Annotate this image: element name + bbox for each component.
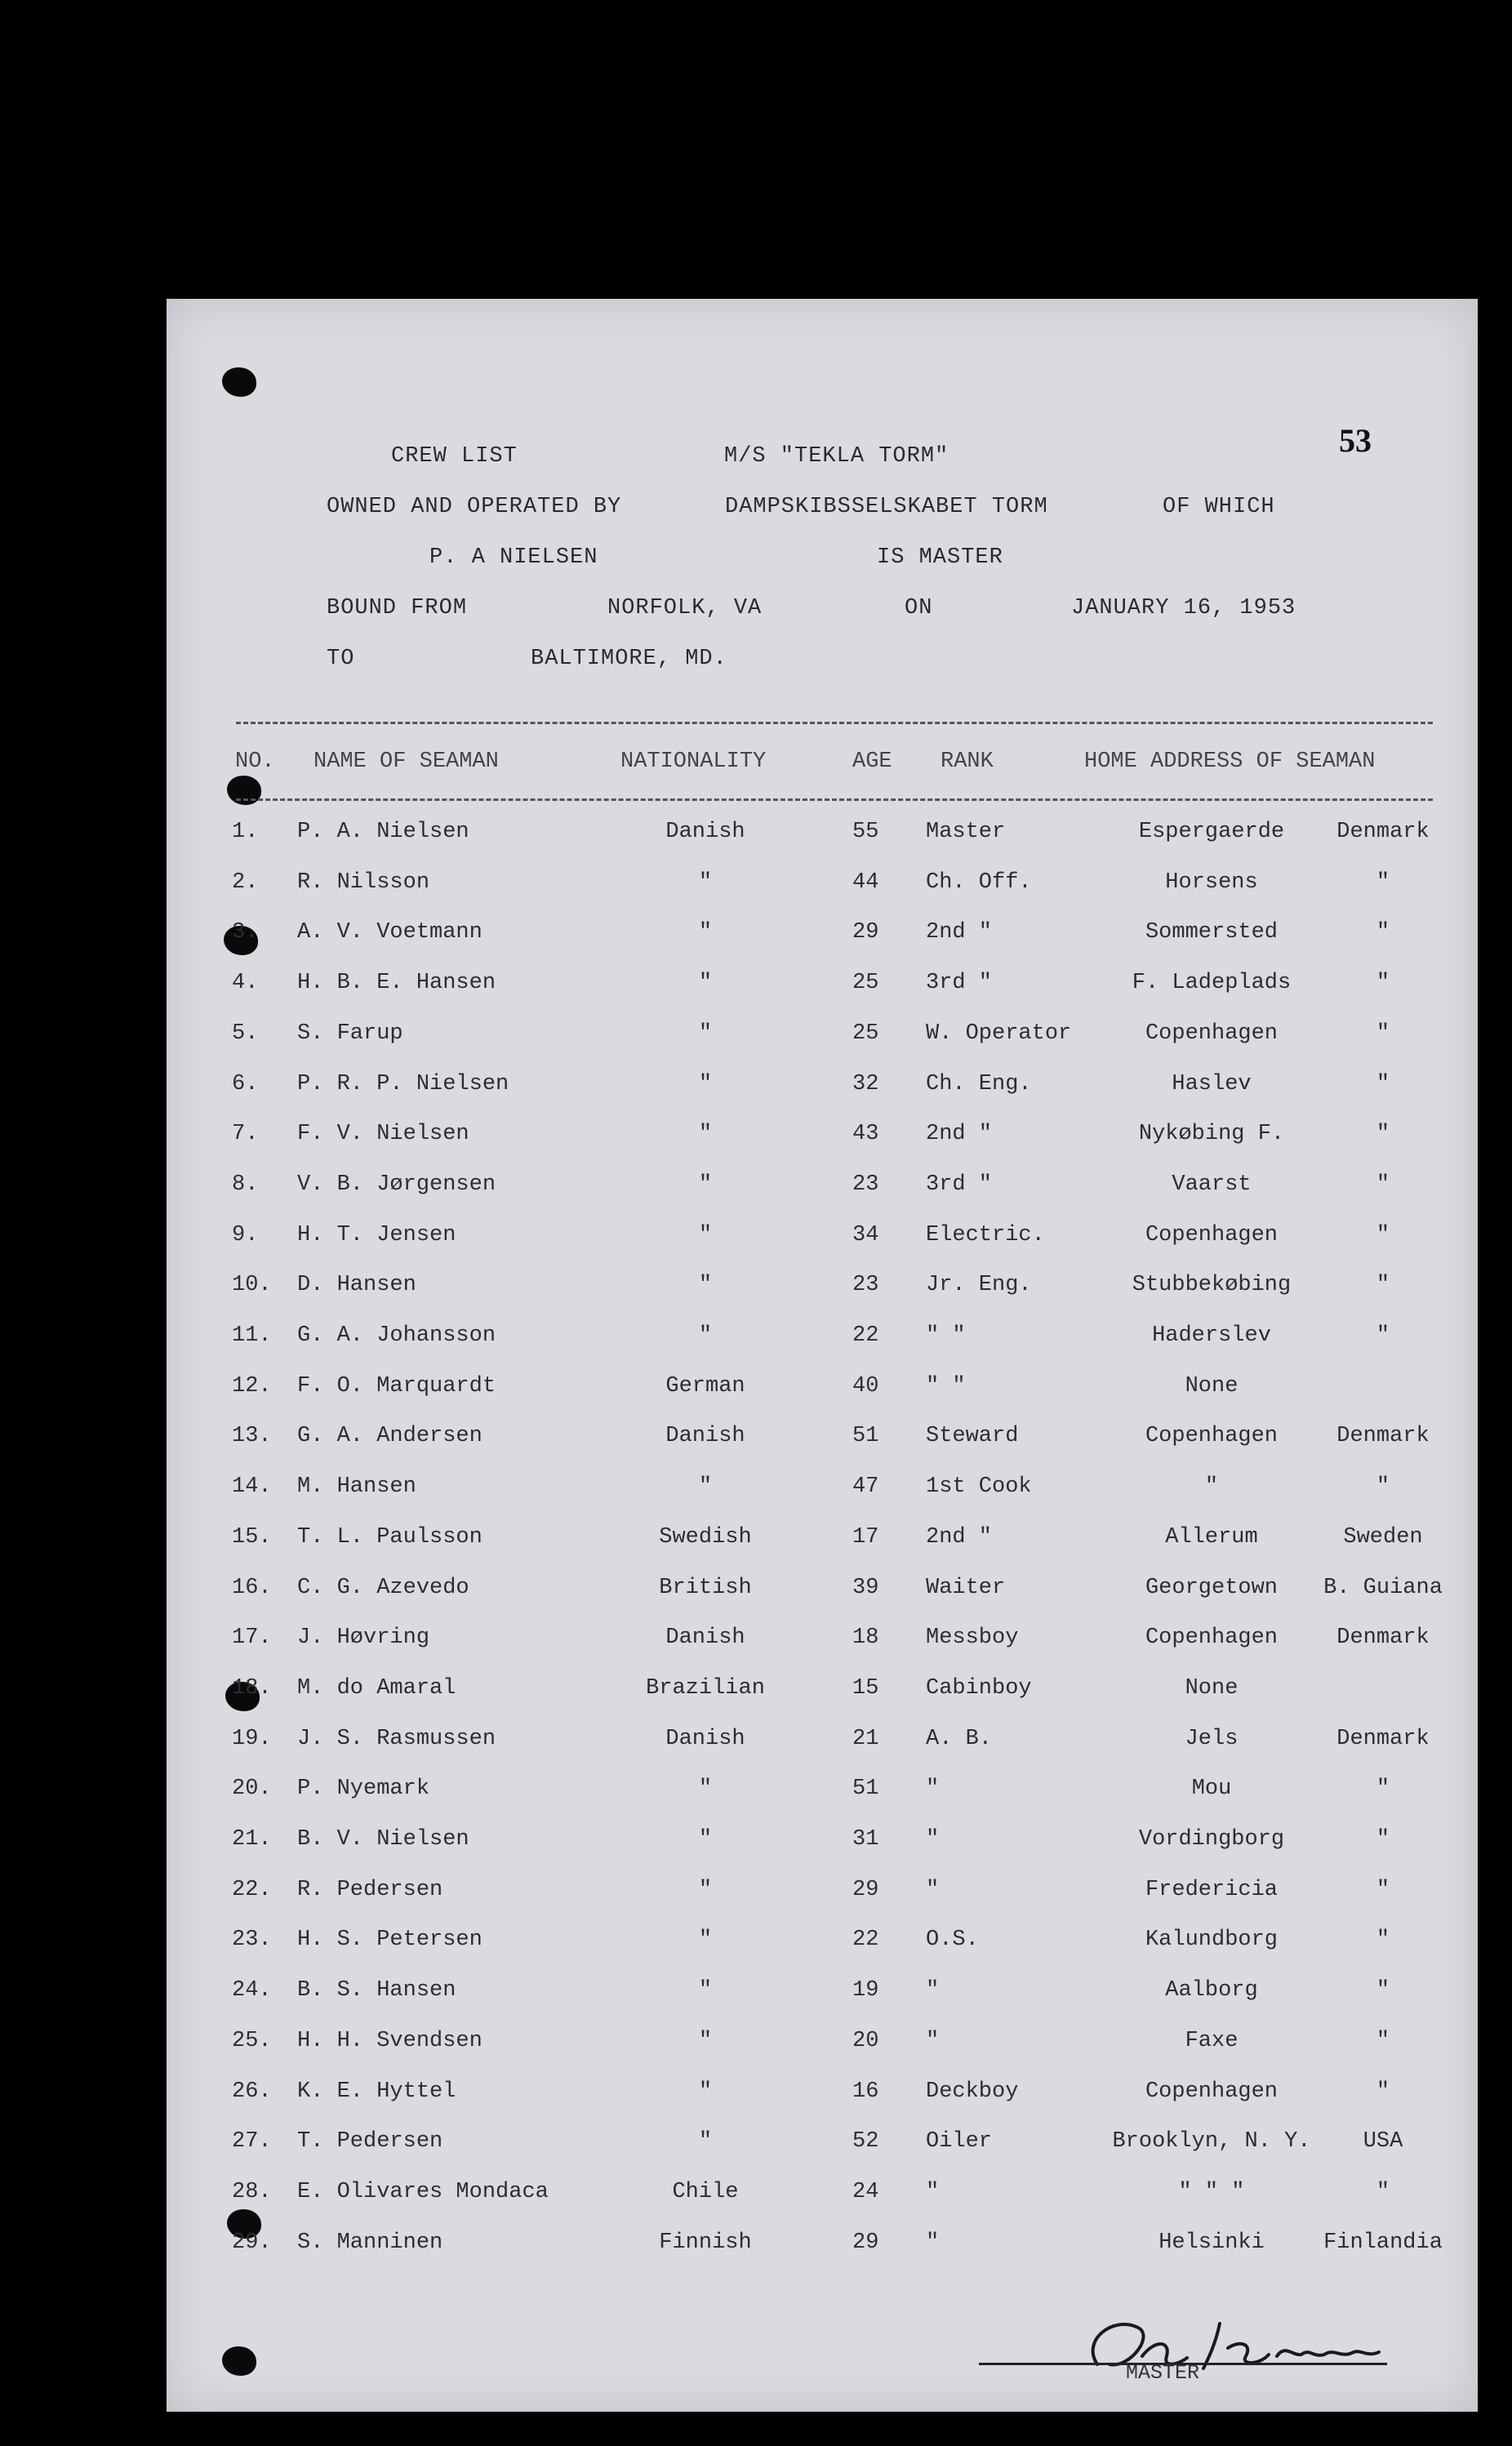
crew-address: " " " — [1178, 2179, 1245, 2204]
crew-no: 3. — [232, 920, 259, 945]
crew-address: Helsinki — [1158, 2230, 1265, 2255]
crew-age: 40 — [852, 1373, 879, 1399]
crew-nationality: Swedish — [659, 1524, 752, 1550]
crew-address: Haderslev — [1152, 1323, 1271, 1348]
crew-age: 21 — [852, 1726, 879, 1751]
crew-address: Copenhagen — [1145, 1021, 1279, 1046]
crew-address: None — [1185, 1373, 1239, 1399]
table-row — [167, 1072, 1478, 1118]
crew-name: H. S. Petersen — [297, 1928, 483, 1953]
crew-country: " — [1376, 2079, 1390, 2104]
crew-nationality: " — [698, 1777, 713, 1802]
crew-name: J. S. Rasmussen — [297, 1726, 496, 1751]
crew-rank: Ch. Off. — [926, 869, 1032, 895]
crew-address: Sommersted — [1145, 920, 1279, 945]
crew-rank: Cabinboy — [926, 1675, 1032, 1701]
crew-country: Denmark — [1336, 1424, 1430, 1449]
crew-name: C. G. Azevedo — [297, 1575, 469, 1600]
crew-address: Copenhagen — [1145, 1424, 1279, 1449]
crew-no: 20. — [232, 1777, 272, 1802]
crew-name: R. Pedersen — [297, 1877, 443, 1902]
crew-nationality: " — [698, 2079, 713, 2104]
crew-address: Copenhagen — [1145, 1222, 1279, 1247]
crew-name: G. A. Andersen — [297, 1424, 483, 1449]
crew-rank: W. Operator — [926, 1021, 1072, 1046]
crew-country: " — [1376, 920, 1390, 945]
crew-name: K. E. Hyttel — [297, 2079, 456, 2104]
crew-name: E. Olivares Mondaca — [297, 2179, 549, 2204]
crew-name: S. Farup — [297, 1021, 403, 1046]
crew-age: 51 — [852, 1424, 879, 1449]
col-name: NAME OF SEAMAN — [314, 749, 499, 774]
crew-country: " — [1376, 1777, 1390, 1802]
crew-rank: Electric. — [926, 1222, 1045, 1247]
crew-no: 13. — [232, 1424, 272, 1449]
crew-country: Denmark — [1336, 820, 1430, 844]
crew-country: Sweden — [1343, 1524, 1423, 1550]
crew-nationality: " — [698, 1978, 713, 2003]
crew-no: 21. — [232, 1827, 272, 1852]
crew-no: 25. — [232, 2028, 272, 2053]
crew-name: H. H. Svendsen — [297, 2028, 483, 2053]
crew-age: 23 — [852, 1172, 879, 1197]
crew-rank: O.S. — [926, 1928, 979, 1953]
crew-name: V. B. Jørgensen — [297, 1172, 496, 1197]
crew-address: Faxe — [1185, 2028, 1239, 2053]
crew-nationality: Chile — [672, 2179, 739, 2204]
crew-age: 15 — [852, 1675, 879, 1701]
crew-nationality: " — [698, 869, 713, 895]
table-row — [167, 2029, 1478, 2075]
crew-age: 22 — [852, 1323, 879, 1348]
crew-age: 17 — [852, 1524, 879, 1550]
crew-name: P. A. Nielsen — [297, 820, 469, 844]
header-rule-top — [236, 722, 1433, 724]
master-signature — [1065, 2307, 1407, 2381]
crew-nationality: " — [698, 1222, 713, 1247]
crew-no: 7. — [232, 1122, 259, 1147]
crew-nationality: " — [698, 1021, 713, 1046]
is-master-label: IS MASTER — [877, 545, 1003, 570]
table-row — [167, 2079, 1478, 2125]
crew-name: S. Manninen — [297, 2230, 443, 2255]
crew-country: " — [1376, 2028, 1390, 2053]
crew-nationality: Danish — [665, 820, 745, 844]
crew-rank: 1st Cook — [926, 1474, 1032, 1500]
owner-name: DAMPSKIBSSELSKABET TORM — [725, 495, 1048, 519]
crew-age: 52 — [852, 2129, 879, 2155]
crew-address: Vaarst — [1172, 1172, 1252, 1197]
crew-country: " — [1376, 1827, 1390, 1852]
crew-country: " — [1376, 1323, 1390, 1348]
crew-address: Georgetown — [1145, 1575, 1279, 1600]
crew-age: 29 — [852, 1877, 879, 1902]
crew-name: B. S. Hansen — [297, 1978, 456, 2003]
crew-no: 14. — [232, 1474, 272, 1500]
crew-name: T. Pedersen — [297, 2129, 443, 2155]
table-row — [167, 1122, 1478, 1167]
crew-no: 17. — [232, 1625, 272, 1651]
table-row — [167, 1424, 1478, 1470]
crew-name: F. O. Marquardt — [297, 1373, 496, 1399]
crew-nationality: Danish — [665, 1726, 745, 1751]
crew-rank: 3rd " — [926, 971, 993, 996]
table-row — [167, 1525, 1478, 1571]
crew-nationality: " — [698, 2028, 713, 2053]
crew-address: Copenhagen — [1145, 2079, 1279, 2104]
crew-age: 47 — [852, 1474, 879, 1500]
crew-no: 16. — [232, 1575, 272, 1600]
crew-nationality: " — [698, 971, 713, 996]
crew-nationality: " — [698, 1071, 713, 1096]
crew-no: 22. — [232, 1877, 272, 1902]
crew-country: " — [1376, 1172, 1390, 1197]
master-label: MASTER — [1126, 2361, 1200, 2385]
voyage-date: JANUARY 16, 1953 — [1071, 596, 1296, 620]
crew-rank: 2nd " — [926, 1122, 993, 1147]
crew-age: 43 — [852, 1122, 879, 1147]
crew-rank: " — [926, 1978, 940, 2003]
crew-nationality: " — [698, 1877, 713, 1902]
crew-rank: 3rd " — [926, 1172, 993, 1197]
table-row — [167, 1928, 1478, 1973]
crew-nationality: German — [665, 1373, 745, 1399]
crew-no: 23. — [232, 1928, 272, 1953]
crew-name: D. Hansen — [297, 1273, 416, 1298]
crew-rank: " — [926, 1827, 940, 1852]
col-age: AGE — [852, 749, 892, 774]
crew-no: 9. — [232, 1222, 259, 1247]
crew-address: F. Ladeplads — [1132, 971, 1292, 996]
table-row — [167, 870, 1478, 916]
crew-no: 1. — [232, 820, 259, 844]
crew-rank: " " — [926, 1323, 966, 1348]
crew-country: " — [1376, 1928, 1390, 1953]
crew-nationality: " — [698, 920, 713, 945]
crew-country: Finlandia — [1323, 2230, 1443, 2255]
crew-age: 34 — [852, 1222, 879, 1247]
crew-rank: Deckboy — [926, 2079, 1019, 2104]
table-row — [167, 2180, 1478, 2226]
crew-no: 6. — [232, 1071, 259, 1096]
crew-age: 29 — [852, 2230, 879, 2255]
page-number: 53 — [1339, 422, 1372, 459]
crew-name: H. B. E. Hansen — [297, 971, 496, 996]
crew-rank: " — [926, 2179, 940, 2204]
crew-country: B. Guiana — [1323, 1575, 1443, 1600]
crew-name: T. L. Paulsson — [297, 1524, 483, 1550]
crew-country: " — [1376, 869, 1390, 895]
table-row — [167, 820, 1478, 865]
crew-rank: " — [926, 2230, 940, 2255]
crew-name: M. do Amaral — [297, 1675, 456, 1701]
crew-rank: Oiler — [926, 2129, 993, 2155]
crew-address: Nykøbing F. — [1138, 1122, 1285, 1147]
table-row — [167, 971, 1478, 1016]
bound-from-label: BOUND FROM — [327, 596, 468, 620]
crew-age: 51 — [852, 1777, 879, 1802]
crew-name: M. Hansen — [297, 1474, 416, 1500]
crew-no: 15. — [232, 1524, 272, 1550]
punch-hole — [222, 2346, 256, 2376]
crew-address: Vordingborg — [1138, 1827, 1285, 1852]
of-which-label: OF WHICH — [1163, 495, 1275, 519]
crew-nationality: British — [659, 1575, 752, 1600]
crew-no: 26. — [232, 2079, 272, 2104]
crew-country: " — [1376, 1021, 1390, 1046]
crew-age: 16 — [852, 2079, 879, 2104]
crew-country: " — [1376, 1222, 1390, 1247]
crew-rank: " — [926, 2028, 940, 2053]
crew-name: H. T. Jensen — [297, 1222, 456, 1247]
crew-country: Denmark — [1336, 1625, 1430, 1651]
table-row — [167, 1827, 1478, 1873]
crew-no: 5. — [232, 1021, 259, 1046]
bound-from-port: NORFOLK, VA — [607, 596, 763, 620]
crew-name: P. R. P. Nielsen — [297, 1071, 509, 1096]
crew-nationality: Danish — [665, 1625, 745, 1651]
crew-address: Brooklyn, N. Y. — [1112, 2129, 1311, 2155]
crew-list-document — [167, 299, 1478, 2412]
crew-country: Denmark — [1336, 1726, 1430, 1751]
crew-age: 18 — [852, 1625, 879, 1651]
crew-country: " — [1376, 1474, 1390, 1500]
table-row — [167, 1777, 1478, 1822]
crew-address: Stubbekøbing — [1132, 1273, 1292, 1298]
crew-age: 39 — [852, 1575, 879, 1600]
punch-hole — [222, 367, 256, 397]
crew-rank: Messboy — [926, 1625, 1019, 1651]
crew-address: Fredericia — [1145, 1877, 1279, 1902]
crew-address: Mou — [1191, 1777, 1232, 1802]
crew-age: 24 — [852, 2179, 879, 2204]
crew-rank: 2nd " — [926, 1524, 993, 1550]
crew-address: Jels — [1185, 1726, 1239, 1751]
table-row — [167, 920, 1478, 966]
crew-address: Allerum — [1165, 1524, 1258, 1550]
crew-country: " — [1376, 1978, 1390, 2003]
crew-age: 44 — [852, 869, 879, 895]
table-row — [167, 1273, 1478, 1319]
crew-address: " — [1204, 1474, 1219, 1500]
crew-no: 2. — [232, 869, 259, 895]
crew-country: " — [1376, 1877, 1390, 1902]
crew-nationality: " — [698, 1928, 713, 1953]
crew-rank: " — [926, 1877, 940, 1902]
col-no: NO. — [235, 749, 275, 774]
table-row — [167, 1172, 1478, 1218]
crew-address: Copenhagen — [1145, 1625, 1279, 1651]
crew-country: " — [1376, 2179, 1390, 2204]
crew-rank: Waiter — [926, 1575, 1006, 1600]
col-rank: RANK — [941, 749, 994, 774]
crew-age: 20 — [852, 2028, 879, 2053]
owned-by-label: OWNED AND OPERATED BY — [327, 495, 622, 519]
crew-age: 19 — [852, 1978, 879, 2003]
crew-no: 27. — [232, 2129, 272, 2155]
crew-name: G. A. Johansson — [297, 1323, 496, 1348]
crew-country: " — [1376, 1273, 1390, 1298]
to-label: TO — [327, 647, 355, 671]
crew-rank: 2nd " — [926, 920, 993, 945]
table-row — [167, 1676, 1478, 1722]
col-nationality: NATIONALITY — [620, 749, 767, 774]
crew-nationality: Danish — [665, 1424, 745, 1449]
vessel-name: M/S "TEKLA TORM" — [724, 444, 949, 469]
crew-age: 31 — [852, 1827, 879, 1852]
table-row — [167, 1021, 1478, 1067]
crew-no: 11. — [232, 1323, 272, 1348]
crew-no: 28. — [232, 2179, 272, 2204]
table-row — [167, 1576, 1478, 1621]
crew-address: None — [1185, 1675, 1239, 1701]
crew-age: 29 — [852, 920, 879, 945]
crew-address: Espergaerde — [1138, 820, 1285, 844]
crew-nationality: " — [698, 2129, 713, 2155]
crew-nationality: Finnish — [659, 2230, 752, 2255]
crew-nationality: " — [698, 1827, 713, 1852]
crew-rank: Steward — [926, 1424, 1019, 1449]
crew-nationality: " — [698, 1273, 713, 1298]
crew-no: 19. — [232, 1726, 272, 1751]
crew-nationality: " — [698, 1122, 713, 1147]
crew-nationality: " — [698, 1172, 713, 1197]
crew-name: J. Høvring — [297, 1625, 430, 1651]
crew-list-title: CREW LIST — [391, 444, 518, 469]
col-address: HOME ADDRESS OF SEAMAN — [1084, 749, 1376, 774]
crew-nationality: " — [698, 1474, 713, 1500]
table-row — [167, 1223, 1478, 1269]
table-row — [167, 1625, 1478, 1671]
crew-rank: A. B. — [926, 1726, 993, 1751]
crew-no: 8. — [232, 1172, 259, 1197]
crew-address: Aalborg — [1165, 1978, 1258, 2003]
crew-address: Haslev — [1172, 1071, 1252, 1096]
crew-rank: " " — [926, 1373, 966, 1399]
crew-no: 29. — [232, 2230, 272, 2255]
crew-country: " — [1376, 1122, 1390, 1147]
master-name: P. A NIELSEN — [429, 545, 598, 570]
crew-name: A. V. Voetmann — [297, 920, 483, 945]
destination-port: BALTIMORE, MD. — [531, 647, 727, 671]
table-row — [167, 1374, 1478, 1420]
table-row — [167, 2129, 1478, 2175]
crew-name: F. V. Nielsen — [297, 1122, 469, 1147]
crew-name: R. Nilsson — [297, 869, 430, 895]
crew-country: " — [1376, 1071, 1390, 1096]
table-row — [167, 2230, 1478, 2276]
crew-age: 32 — [852, 1071, 879, 1096]
crew-no: 24. — [232, 1978, 272, 2003]
crew-name: B. V. Nielsen — [297, 1827, 469, 1852]
crew-age: 55 — [852, 820, 879, 844]
crew-age: 23 — [852, 1273, 879, 1298]
crew-no: 10. — [232, 1273, 272, 1298]
on-label: ON — [905, 596, 933, 620]
crew-age: 25 — [852, 971, 879, 996]
crew-country: USA — [1363, 2129, 1403, 2155]
crew-rank: Jr. Eng. — [926, 1273, 1032, 1298]
crew-no: 4. — [232, 971, 259, 996]
table-row — [167, 1323, 1478, 1369]
table-row — [167, 1474, 1478, 1520]
table-row — [167, 1978, 1478, 2024]
crew-no: 12. — [232, 1373, 272, 1399]
crew-nationality: Brazilian — [646, 1675, 765, 1701]
crew-no: 18. — [232, 1675, 272, 1701]
crew-nationality: " — [698, 1323, 713, 1348]
crew-rank: Ch. Eng. — [926, 1071, 1032, 1096]
table-row — [167, 1727, 1478, 1772]
crew-age: 25 — [852, 1021, 879, 1046]
crew-age: 22 — [852, 1928, 879, 1953]
table-row — [167, 1878, 1478, 1923]
crew-address: Kalundborg — [1145, 1928, 1279, 1953]
crew-rank: Master — [926, 820, 1006, 844]
crew-name: P. Nyemark — [297, 1777, 430, 1802]
crew-country: " — [1376, 971, 1390, 996]
header-rule-bottom — [236, 798, 1433, 801]
crew-rank: " — [926, 1777, 940, 1802]
crew-address: Horsens — [1165, 869, 1258, 895]
